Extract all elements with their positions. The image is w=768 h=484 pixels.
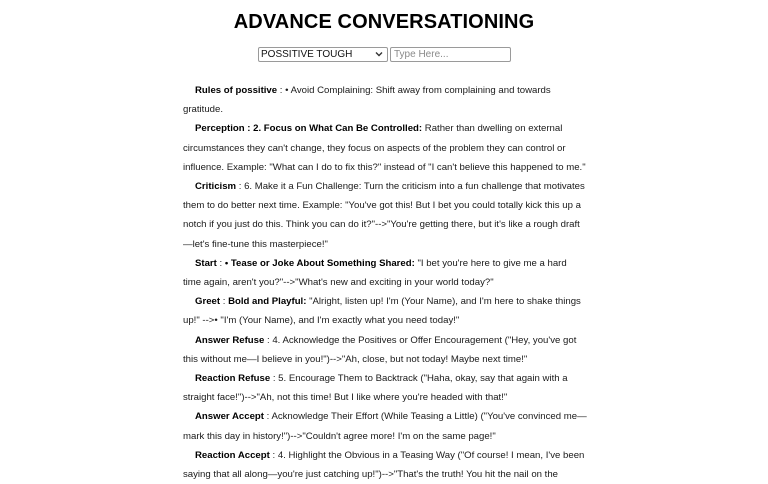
entry-separator: : (216, 257, 225, 269)
chevron-down-icon (374, 50, 384, 59)
entry-text: 6. Make it a Fun Challenge: Turn the criticism into a fun challenge that motivates them to do better next time. Example: "You've got this! But I bet you could totally kick this up a notch if you just do this. Think you can do it?"-->"You're getting there, but it's like a rough draft—let's fine-tune this masterpiece!" (183, 181, 585, 250)
entry-strong: 2. Focus on What Can Be Controlled: (253, 123, 423, 135)
entry-answer-refuse (183, 331, 587, 369)
entry-strong: Bold and Playful: (228, 296, 307, 308)
entry-separator: : (220, 296, 229, 308)
page-title: ADVANCE CONVERSATIONING (233, 11, 535, 33)
entry-separator: : (277, 85, 286, 96)
entry-label: Rules of possitive (195, 85, 278, 96)
entry-separator: : (269, 449, 278, 461)
entry-separator: : (264, 334, 273, 346)
entry-text: • Avoid Complaining: Shift away from complaining and towards gratitude. (183, 85, 551, 116)
entry-separator: : (236, 181, 245, 193)
entry-rules-of-positive (183, 81, 587, 119)
entry-answer-accept (183, 407, 587, 445)
entry-separator: : (244, 123, 254, 135)
mode-select-value: POSSITIVE TOUGH (261, 49, 353, 60)
entry-label: Criticism (195, 181, 237, 193)
entry-separator: : (263, 411, 272, 423)
entry-label: Perception (195, 123, 245, 135)
entry-text: 4. Acknowledge the Positives or Offer Encouragement ("Hey, you've got this without me—I believe in you!")-->"Ah, close, but not today! Maybe next time!" (183, 334, 577, 365)
entry-label: Greet (195, 296, 221, 308)
entry-text: 4. Highlight the Obvious in a Teasing Way ("Of course! I mean, I've been saying that all along—you're just catching up!")-->"That's the truth! You hit the nail on the (183, 449, 585, 481)
entry-separator: : (270, 373, 279, 385)
mode-select[interactable] (258, 47, 388, 62)
entry-label: Reaction Refuse (195, 373, 271, 385)
entry-reaction-accept (183, 446, 587, 484)
entry-reaction-refuse (183, 369, 587, 407)
entry-criticism (183, 177, 587, 254)
conversation-rules (183, 81, 587, 484)
entry-label: Start (195, 257, 217, 269)
entry-label: Reaction Accept (195, 449, 270, 461)
entry-perception (183, 119, 587, 177)
entry-text: Rather than dwelling on external circumstances they can't change, they focus on aspects of the problem they can control or influence. Example: "What can I do to fix this?" instead of "I can't believe this happened to me." (183, 123, 586, 173)
entry-label: Answer Refuse (195, 334, 265, 346)
entry-text: 5. Encourage Them to Backtrack ("Haha, okay, say that again with a straight face!")-->"Ah, not this time! But I like where you're headed with that!" (183, 373, 568, 404)
entry-text: "Alright, listen up! I'm (Your Name), and I'm here to shake things up!" -->• "I'm (Your Name), and I'm exactly what you need today!" (183, 296, 581, 327)
entry-text: "I bet you're here to give me a hard time again, aren't you?"-->"What's new and exciting in your world today?" (183, 257, 567, 289)
entry-text: Acknowledge Their Effort (While Teasing a Little) ("You've convinced me—mark this day in history!")-->"Couldn't agree more! I'm on the same page!" (183, 411, 587, 442)
entry-strong: • Tease or Joke About Something Shared: (224, 257, 415, 269)
entry-greet (183, 292, 587, 330)
entry-label: Answer Accept (195, 411, 264, 423)
controls-bar (258, 47, 511, 62)
text-input[interactable] (390, 47, 511, 62)
entry-start (183, 254, 587, 292)
